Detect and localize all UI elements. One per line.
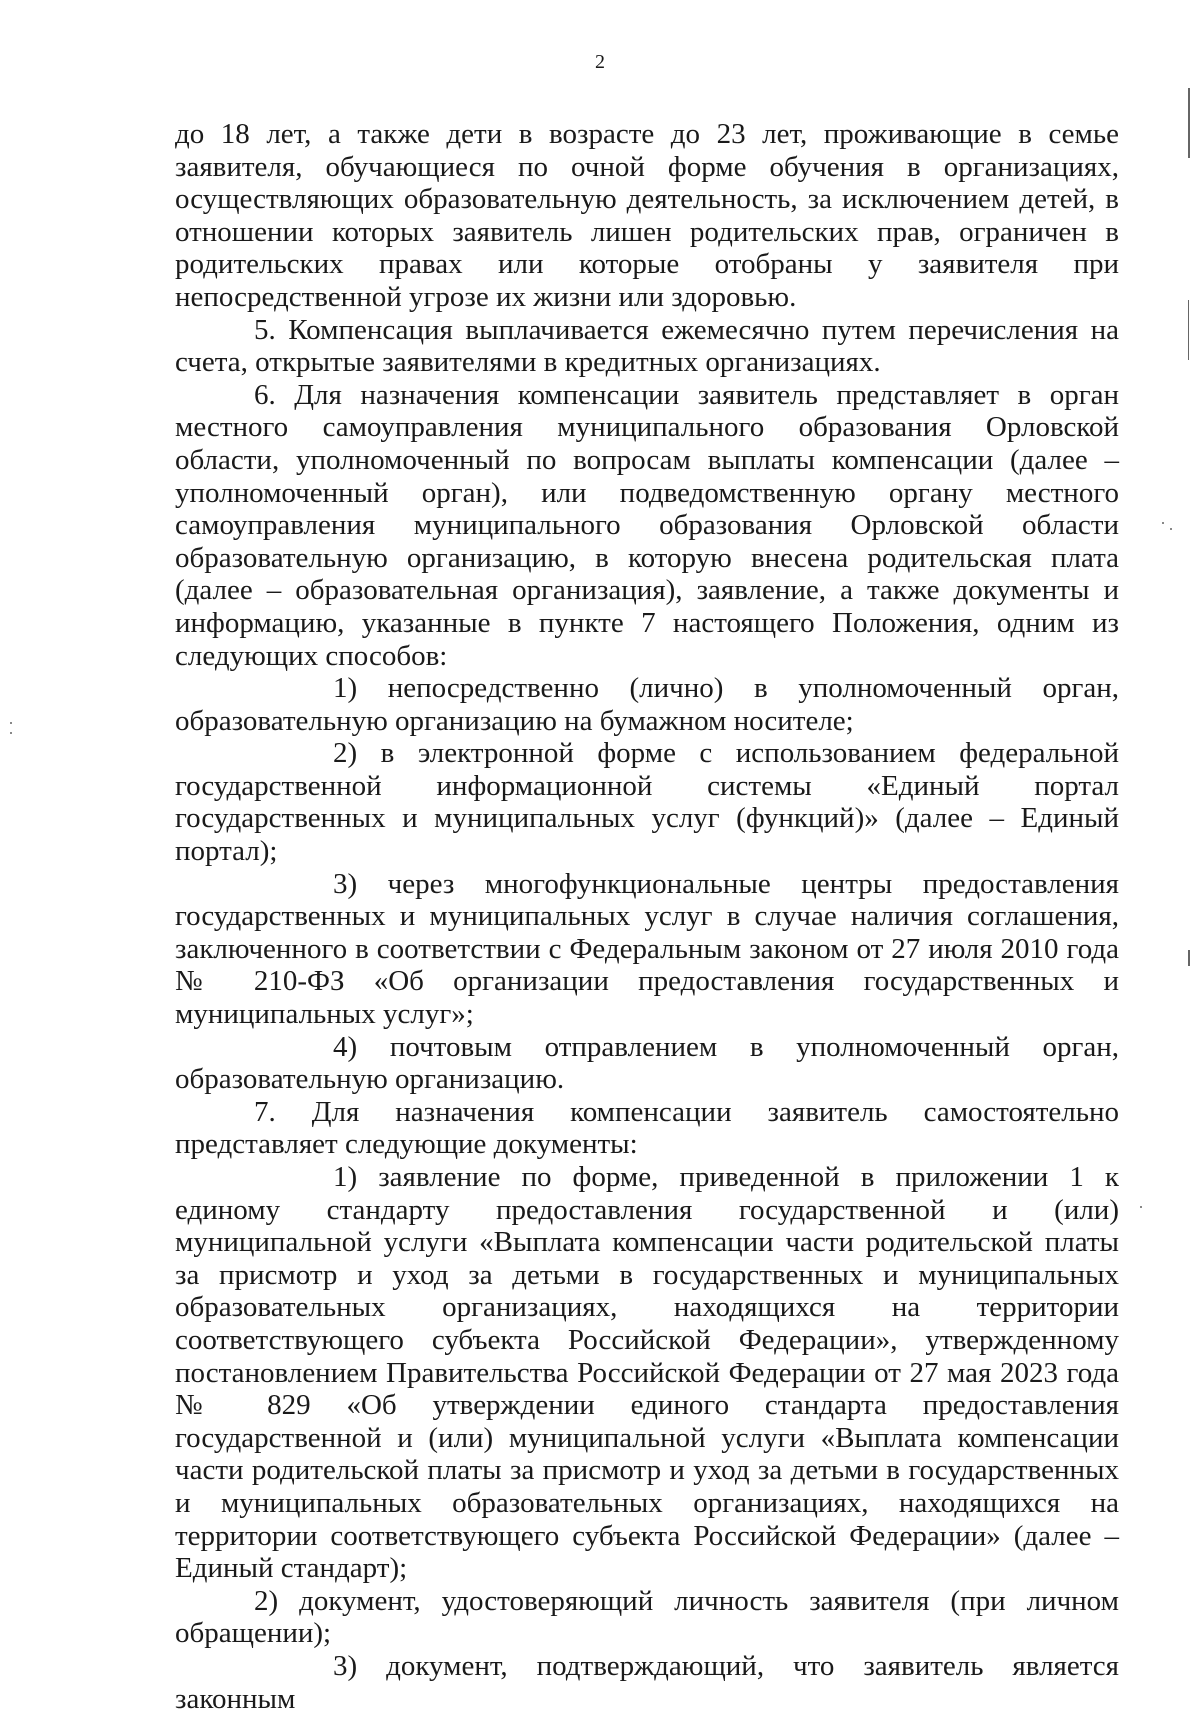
paragraph-text: до 18 лет, а также дети в возрасте до 23 лет, проживающие в семье заявителя, обучающиеся по очной форме обучения в организациях, осуществляющих образовательную деятельность, за исключением детей, в отношении которых заявитель лишен родительских прав, ограничен в родительских правах или которые отобраны у заявителя при непосредственной угрозе их жизни или здоровью. xyxy=(175,118,1119,313)
paragraph-text: через многофункциональные центры предоставления государственных и муниципальных услуг в случае наличия соглашения, заключенного в соответствии с Федеральным законом от 27 июля 2010 года № 210-ФЗ «Об организации предоставления государственных и муниципальных услуг»; xyxy=(175,867,1119,1031)
paragraph-text: 2) документ, удостоверяющий личность заявителя (при личном обращении); xyxy=(175,1584,1119,1650)
document-paragraph xyxy=(175,1585,1119,1650)
list-item-number: 2) xyxy=(333,737,358,770)
paragraph-text: 7. Для назначения компенсации заявитель самостоятельно представляет следующие документы: xyxy=(175,1095,1119,1161)
list-item-number: 1) xyxy=(333,1161,358,1193)
document-paragraph xyxy=(175,314,1119,379)
list-item-number: 3) xyxy=(333,1649,358,1682)
scan-artifact-line xyxy=(1188,950,1190,966)
document-paragraph xyxy=(175,672,1119,737)
document-paragraph xyxy=(175,868,1119,1031)
list-item-number: 1) xyxy=(333,672,358,705)
list-item-number: 4) xyxy=(333,1030,358,1063)
scan-artifact-line xyxy=(1188,300,1189,360)
paragraph-text: непосредственно (лично) в уполномоченный орган, образовательную организацию на бумажном носителе; xyxy=(175,672,1120,737)
scan-artifact-dot xyxy=(1162,522,1164,524)
scan-artifact-line xyxy=(1188,88,1190,158)
paragraph-text: 6. Для назначения компенсации заявитель представляет в орган местного самоуправления муниципального образования Орловской области, уполномоченный по вопросам выплаты компенсации (далее – уполномоченный орган), или подведомственную органу местного самоуправления муниципального образования Орловской области образовательную организацию, в которую внесена родительская плата (далее – образовательная организация), заявление, а также документы и информацию, указанные в пункте 7 настоящего Положения, одним из следующих способов: xyxy=(175,378,1119,672)
document-paragraph xyxy=(175,118,1119,314)
document-paragraph xyxy=(175,379,1119,672)
paragraph-text: документ, подтверждающий, что заявитель является законным xyxy=(175,1649,1119,1715)
page-number: 2 xyxy=(595,51,605,73)
document-paragraph xyxy=(175,1161,1119,1585)
paragraph-text: заявление по форме, приведенной в приложении 1 к единому стандарту предоставления государственной и (или) муниципальной услуги «Выплата компенсации части родительской платы за присмотр и уход за детьми в государственных и муниципальных образовательных организациях, находящихся на территории соответствующего субъекта Российской Федерации», утвержденному постановлением Правительства Российской Федерации от 27 мая 2023 года № 829 «Об утверждении единого стандарта предоставления государственной и (или) муниципальной услуги «Выплата компенсации части родительской платы за присмотр и уход за детьми в государственных и муниципальных образовательных организациях, находящихся на территории соответствующего субъекта Российской Федерации» (далее – Единый стандарт); xyxy=(175,1161,1119,1585)
document-paragraph xyxy=(175,1096,1119,1161)
document-paragraph xyxy=(175,737,1119,867)
paragraph-text: в электронной форме с использованием федеральной государственной информационной системы «Единый портал государственных и муниципальных услуг (функций)» (далее – Единый портал); xyxy=(175,737,1119,868)
scan-artifact-dot xyxy=(1140,1206,1142,1208)
document-paragraph xyxy=(175,1031,1119,1096)
scan-artifact-dot xyxy=(10,732,12,734)
paragraph-text: почтовым отправлением в уполномоченный орган, образовательную организацию. xyxy=(175,1030,1120,1096)
scan-artifact-dot xyxy=(1170,528,1172,530)
document-body xyxy=(175,118,1119,1715)
scan-artifact-dot xyxy=(10,722,12,724)
paragraph-text: 5. Компенсация выплачивается ежемесячно путем перечисления на счета, открытые заявителями в кредитных организациях. xyxy=(175,313,1119,379)
document-paragraph xyxy=(175,1650,1119,1715)
list-item-number: 3) xyxy=(333,867,358,900)
